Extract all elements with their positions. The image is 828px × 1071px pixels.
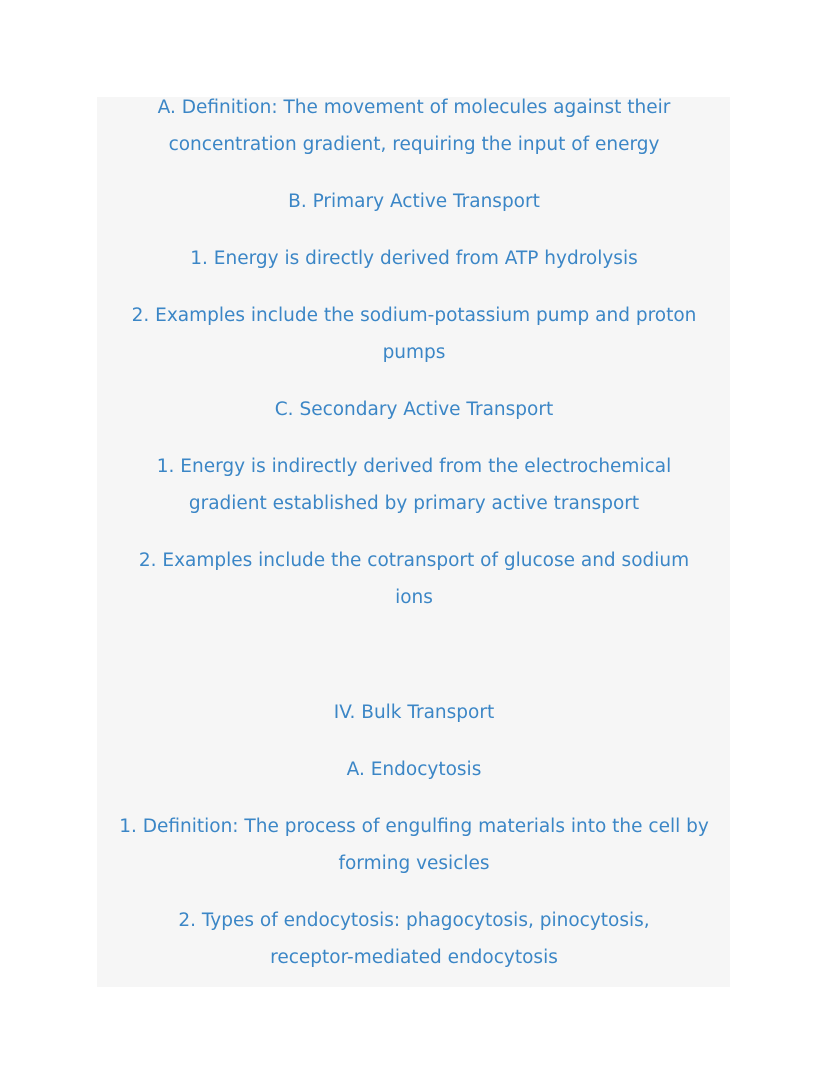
text-line-active-transport-definition-2: concentration gradient, requiring the input of energy [168,134,660,155]
text-line-primary-energy: 1. Energy is directly derived from ATP hydrolysis [190,248,638,269]
text-line-primary-examples-2: pumps [382,342,446,363]
text-line-primary-examples-1: 2. Examples include the sodium-potassium pump and proton [131,305,697,326]
text-line-secondary-energy-1: 1. Energy is indirectly derived from the electrochemical [156,456,672,477]
text-line-endocytosis-types-1: 2. Types of endocytosis: phagocytosis, pinocytosis, [178,910,650,931]
heading-endocytosis: A. Endocytosis [346,759,482,780]
text-line-secondary-examples-1: 2. Examples include the cotransport of glucose and sodium [138,550,690,571]
text-line-endocytosis-types-2: receptor-mediated endocytosis [270,947,558,968]
text-line-secondary-energy-2: gradient established by primary active transport [188,493,640,514]
text-line-endocytosis-definition-1: 1. Definition: The process of engulfing materials into the cell by [119,816,709,837]
text-line-active-transport-definition-1: A. Definition: The movement of molecules against their [157,97,671,118]
text-line-secondary-examples-2: ions [395,587,433,608]
heading-bulk-transport: IV. Bulk Transport [333,702,495,723]
text-line-endocytosis-definition-2: forming vesicles [338,853,490,874]
heading-secondary-active-transport: C. Secondary Active Transport [274,399,554,420]
heading-primary-active-transport: B. Primary Active Transport [288,191,540,212]
